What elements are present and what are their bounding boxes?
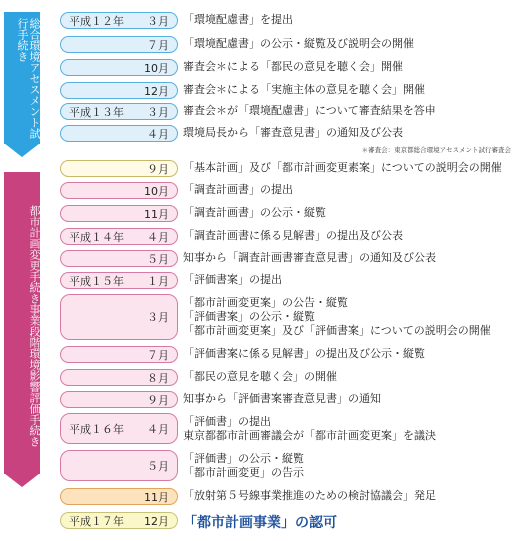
date-pill bbox=[60, 272, 178, 289]
event-text: 審査会＊が「環境配慮書」について審査結果を答申 bbox=[183, 104, 436, 117]
date-era: 平成１７年 bbox=[69, 514, 124, 528]
footnote: ＊審査会：東京都総合環境アセスメント試行審査会 bbox=[361, 146, 511, 154]
date-pill bbox=[60, 160, 178, 177]
date-era: 平成１６年 bbox=[69, 422, 124, 436]
event-text: 「都市計画変更案」の公告・縦覧 bbox=[183, 296, 348, 309]
date-month: ３月 bbox=[147, 105, 169, 119]
date-month: ８月 bbox=[147, 371, 169, 385]
phase-band-assessment bbox=[4, 12, 40, 144]
event-text: 「調査計画書」の提出 bbox=[183, 183, 293, 196]
phase-band-assessment-label: 総合環境アセスメント試行手続き bbox=[16, 18, 41, 139]
date-month: ９月 bbox=[147, 393, 169, 407]
date-era: 平成１４年 bbox=[69, 230, 124, 244]
date-month: ３月 bbox=[147, 14, 169, 28]
date-pill bbox=[60, 250, 178, 267]
date-pill bbox=[60, 59, 178, 76]
event-text: 「調査計画書に係る見解書」の提出及び公表 bbox=[183, 229, 403, 242]
date-pill bbox=[60, 182, 178, 199]
event-text: 「都民の意見を聴く会」の開催 bbox=[183, 370, 337, 383]
event-text: 「環境配慮書」の公示・縦覧及び説明会の開催 bbox=[183, 37, 414, 50]
event-text: 東京都都市計画審議会が「都市計画変更案」を議決 bbox=[183, 429, 436, 442]
date-pill bbox=[60, 205, 178, 222]
date-month: ９月 bbox=[147, 162, 169, 176]
event-text: 「都市計画変更」の告示 bbox=[183, 466, 304, 479]
event-text: 「調査計画書」の公示・縦覧 bbox=[183, 206, 326, 219]
date-pill bbox=[60, 82, 178, 99]
event-text: 「評価書案に係る見解書」の提出及び公示・縦覧 bbox=[183, 347, 425, 360]
date-era: 平成１３年 bbox=[69, 105, 124, 119]
date-pill bbox=[60, 413, 178, 444]
event-text: 「評価書」の公示・縦覧 bbox=[183, 452, 304, 465]
event-text: 「放射第５号線事業推進のための検討協議会」発足 bbox=[183, 489, 436, 502]
event-text: 「環境配慮書」を提出 bbox=[183, 13, 293, 26]
date-pill bbox=[60, 488, 178, 505]
event-text: 「評価書」の提出 bbox=[183, 415, 271, 428]
event-text: 「評価書案」の提出 bbox=[183, 273, 282, 286]
date-month: ５月 bbox=[147, 252, 169, 266]
date-pill bbox=[60, 512, 178, 529]
date-month: ４月 bbox=[147, 127, 169, 141]
event-text: 知事から「調査計画書審査意見書」の通知及び公表 bbox=[183, 251, 436, 264]
phase-band-urban-planning-label: 都市計画変更手続き事業段階環境影響評価手続き bbox=[28, 205, 41, 447]
date-pill bbox=[60, 450, 178, 481]
event-text: 審査会＊による「実施主体の意見を聴く会」開催 bbox=[183, 83, 425, 96]
date-month: 11月 bbox=[144, 490, 169, 504]
date-month: ７月 bbox=[147, 38, 169, 52]
date-pill bbox=[60, 391, 178, 408]
date-pill bbox=[60, 369, 178, 386]
event-text: 知事から「評価書案審査意見書」の通知 bbox=[183, 392, 381, 405]
date-pill bbox=[60, 12, 178, 29]
phase-band-urban-planning bbox=[4, 172, 40, 474]
final-event-text: 「都市計画事業」の認可 bbox=[183, 515, 337, 531]
event-text: 「基本計画」及び「都市計画変更素案」についての説明会の開催 bbox=[183, 161, 502, 174]
event-text: 「都市計画変更案」及び「評価書案」についての説明会の開催 bbox=[183, 324, 491, 337]
date-era: 平成１５年 bbox=[69, 274, 124, 288]
event-text: 環境局長から「審査意見書」の通知及び公表 bbox=[183, 126, 403, 139]
date-month: ４月 bbox=[147, 422, 169, 436]
event-text: 「評価書案」の公示・縦覧 bbox=[183, 310, 315, 323]
date-month: 12月 bbox=[144, 514, 169, 528]
date-pill bbox=[60, 228, 178, 245]
date-month: ５月 bbox=[147, 459, 169, 473]
date-month: １月 bbox=[147, 274, 169, 288]
date-month: ４月 bbox=[147, 230, 169, 244]
date-month: 10月 bbox=[144, 61, 169, 75]
phase-band-urban-planning-arrow bbox=[4, 473, 40, 487]
date-pill bbox=[60, 346, 178, 363]
date-pill bbox=[60, 294, 178, 340]
date-era: 平成１２年 bbox=[69, 14, 124, 28]
date-pill bbox=[60, 36, 178, 53]
date-pill bbox=[60, 125, 178, 142]
date-month: 12月 bbox=[144, 84, 169, 98]
date-month: 10月 bbox=[144, 184, 169, 198]
phase-band-assessment-arrow bbox=[4, 143, 40, 157]
date-month: ７月 bbox=[147, 348, 169, 362]
date-month: 11月 bbox=[144, 207, 169, 221]
date-pill bbox=[60, 103, 178, 120]
event-text: 審査会＊による「都民の意見を聴く会」開催 bbox=[183, 60, 403, 73]
date-month: ３月 bbox=[147, 311, 169, 324]
